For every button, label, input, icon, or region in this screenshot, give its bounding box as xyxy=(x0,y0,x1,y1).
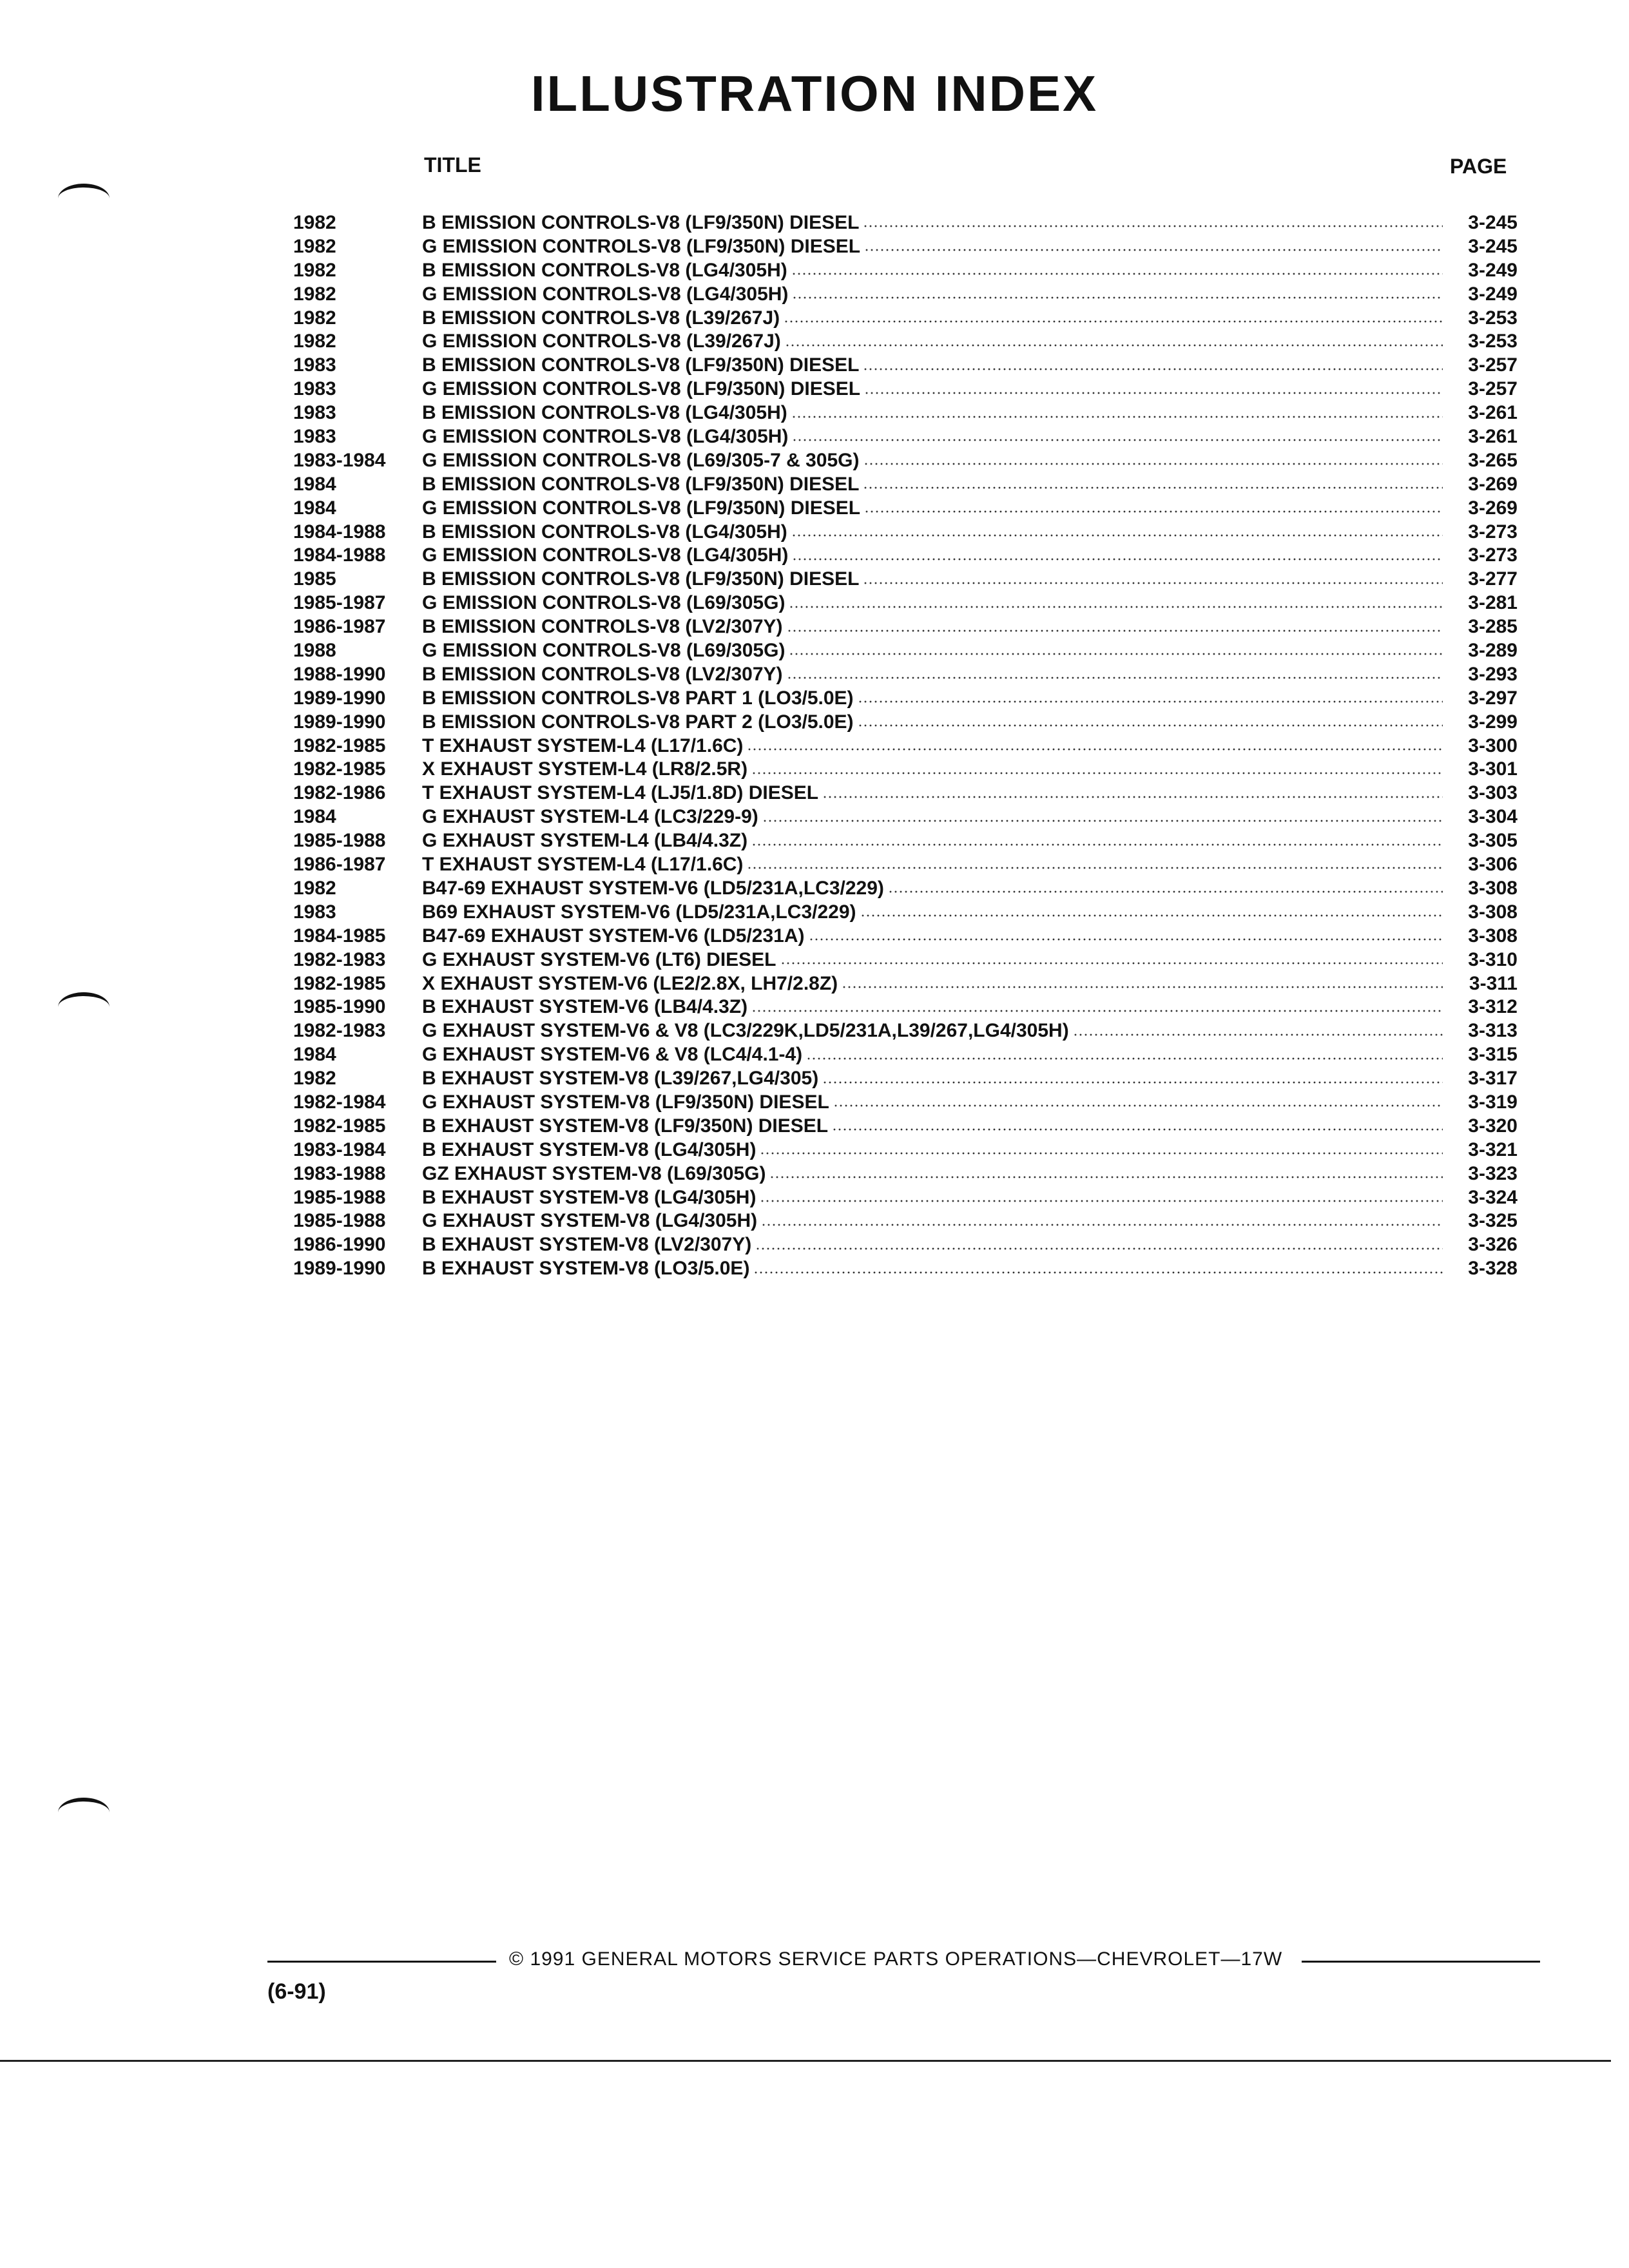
index-entry xyxy=(293,1139,1518,1162)
entry-page: 3-273 xyxy=(1468,521,1518,543)
entry-page: 3-269 xyxy=(1468,473,1518,495)
entry-title: X EXHAUST SYSTEM-V6 (LE2/2.8X, LH7/2.8Z) xyxy=(422,972,838,994)
footer-rule-left xyxy=(267,1961,496,1963)
dot-leader xyxy=(822,796,1443,798)
punch-hole-mark xyxy=(58,184,110,213)
entry-title: B EMISSION CONTROLS-V8 (LG4/305H) xyxy=(422,521,787,543)
dot-leader xyxy=(822,1081,1443,1084)
index-entry xyxy=(293,235,1518,259)
punch-hole-mark xyxy=(58,992,110,1022)
entry-title: G EMISSION CONTROLS-V8 (L39/267J) xyxy=(422,331,781,352)
entry-title: B EXHAUST SYSTEM-V6 (LB4/4.3Z) xyxy=(422,996,748,1018)
entry-title: G EXHAUST SYSTEM-V8 (LF9/350N) DIESEL xyxy=(422,1091,829,1113)
entry-title: T EXHAUST SYSTEM-L4 (L17/1.6C) xyxy=(422,854,744,876)
dot-leader xyxy=(858,700,1443,703)
entry-page: 3-257 xyxy=(1468,354,1518,376)
entry-title: B EMISSION CONTROLS-V8 PART 2 (LO3/5.0E) xyxy=(422,711,854,733)
entry-year: 1984 xyxy=(293,473,336,495)
index-entry xyxy=(293,378,1518,401)
index-entry xyxy=(293,497,1518,521)
entry-page: 3-308 xyxy=(1468,901,1518,923)
entry-title: B EXHAUST SYSTEM-V8 (LF9/350N) DIESEL xyxy=(422,1115,829,1137)
entry-title: G EXHAUST SYSTEM-V8 (LG4/305H) xyxy=(422,1210,758,1232)
dot-leader xyxy=(792,439,1443,441)
entry-title: B47-69 EXHAUST SYSTEM-V6 (LD5/231A,LC3/229) xyxy=(422,877,884,899)
dot-leader xyxy=(780,962,1443,965)
index-entry xyxy=(293,521,1518,544)
entry-title: B EXHAUST SYSTEM-V8 (LO3/5.0E) xyxy=(422,1258,750,1280)
entry-year: 1982-1985 xyxy=(293,972,386,994)
entry-page: 3-249 xyxy=(1468,259,1518,281)
index-entry xyxy=(293,1067,1518,1091)
index-entry xyxy=(293,425,1518,449)
dot-leader xyxy=(792,296,1443,299)
entry-title: T EXHAUST SYSTEM-L4 (LJ5/1.8D) DIESEL xyxy=(422,782,819,804)
entry-year: 1982-1983 xyxy=(293,948,386,970)
entry-title: B EMISSION CONTROLS-V8 (LV2/307Y) xyxy=(422,616,783,638)
entry-year: 1985-1987 xyxy=(293,592,386,614)
entry-page: 3-326 xyxy=(1468,1234,1518,1256)
entry-year: 1985 xyxy=(293,568,336,590)
entry-title: X EXHAUST SYSTEM-L4 (LR8/2.5R) xyxy=(422,758,748,780)
dot-leader xyxy=(760,1152,1443,1155)
index-entry xyxy=(293,473,1518,497)
entry-page: 3-245 xyxy=(1468,212,1518,233)
entry-page: 3-245 xyxy=(1468,235,1518,257)
entry-page: 3-301 xyxy=(1468,758,1518,780)
dot-leader xyxy=(789,653,1443,655)
entry-page: 3-305 xyxy=(1468,830,1518,852)
index-entry xyxy=(293,782,1518,805)
dot-leader xyxy=(863,368,1443,370)
entry-title: G EMISSION CONTROLS-V8 (L69/305G) xyxy=(422,640,786,662)
dot-leader xyxy=(785,344,1443,347)
dot-leader xyxy=(1073,1033,1443,1036)
entry-title: G EMISSION CONTROLS-V8 (L69/305-7 & 305G) xyxy=(422,449,860,471)
entry-year: 1984 xyxy=(293,806,336,828)
index-entry xyxy=(293,1186,1518,1210)
entry-year: 1985-1990 xyxy=(293,996,386,1018)
entry-page: 3-249 xyxy=(1468,283,1518,305)
entry-title: B69 EXHAUST SYSTEM-V6 (LD5/231A,LC3/229) xyxy=(422,901,856,923)
index-entry xyxy=(293,948,1518,972)
entry-title: G EMISSION CONTROLS-V8 (LF9/350N) DIESEL xyxy=(422,497,861,519)
entry-page: 3-269 xyxy=(1468,497,1518,519)
dot-leader xyxy=(787,629,1443,632)
entry-page: 3-293 xyxy=(1468,663,1518,685)
entry-title: G EMISSION CONTROLS-V8 (LF9/350N) DIESEL xyxy=(422,235,861,257)
entry-year: 1984-1988 xyxy=(293,521,386,543)
entry-page: 3-277 xyxy=(1468,568,1518,590)
entry-year: 1988 xyxy=(293,640,336,662)
dot-leader xyxy=(806,1057,1443,1060)
dot-leader xyxy=(864,249,1443,251)
footer-rule-right xyxy=(1302,1961,1540,1963)
entry-title: B EMISSION CONTROLS-V8 (LF9/350N) DIESEL xyxy=(422,354,860,376)
entry-year: 1982-1983 xyxy=(293,1020,386,1042)
entry-year: 1983-1984 xyxy=(293,1139,386,1160)
entry-year: 1982 xyxy=(293,212,336,233)
index-entry xyxy=(293,925,1518,948)
footer-copyright: © 1991 GENERAL MOTORS SERVICE PARTS OPERATIONS—CHEVROLET—17W xyxy=(509,1948,1283,1970)
entry-page: 3-285 xyxy=(1468,616,1518,638)
entry-page: 3-261 xyxy=(1468,426,1518,448)
dot-leader xyxy=(761,1224,1443,1226)
index-entry xyxy=(293,1233,1518,1257)
column-header-page: PAGE xyxy=(1450,155,1507,178)
dot-leader xyxy=(791,273,1443,275)
entry-year: 1982-1985 xyxy=(293,758,386,780)
index-entry xyxy=(293,1091,1518,1115)
entry-title: B EMISSION CONTROLS-V8 (LF9/350N) DIESEL xyxy=(422,473,860,495)
index-entry xyxy=(293,972,1518,996)
entry-title: GZ EXHAUST SYSTEM-V8 (L69/305G) xyxy=(422,1162,766,1184)
entry-page: 3-253 xyxy=(1468,307,1518,329)
entry-title: B47-69 EXHAUST SYSTEM-V6 (LD5/231A) xyxy=(422,925,805,947)
dot-leader xyxy=(755,1247,1443,1250)
index-entry xyxy=(293,877,1518,901)
entry-page: 3-289 xyxy=(1468,640,1518,662)
index-entry xyxy=(293,663,1518,687)
dot-leader xyxy=(791,416,1443,418)
entry-year: 1982 xyxy=(293,235,336,257)
index-entry xyxy=(293,758,1518,782)
entry-page: 3-265 xyxy=(1468,449,1518,471)
index-entry xyxy=(293,283,1518,307)
dot-leader xyxy=(864,510,1443,513)
index-entry xyxy=(293,901,1518,925)
entry-year: 1983-1988 xyxy=(293,1162,386,1184)
dot-leader xyxy=(809,938,1443,941)
entry-year: 1984 xyxy=(293,497,336,519)
entry-year: 1983 xyxy=(293,354,336,376)
dot-leader xyxy=(787,677,1443,679)
entry-title: G EMISSION CONTROLS-V8 (LG4/305H) xyxy=(422,426,789,448)
index-entry xyxy=(293,401,1518,425)
dot-leader xyxy=(751,772,1443,774)
index-entry xyxy=(293,1162,1518,1186)
index-entry xyxy=(293,259,1518,283)
entry-year: 1982 xyxy=(293,283,336,305)
index-entry xyxy=(293,1115,1518,1139)
page-title: ILLUSTRATION INDEX xyxy=(530,65,1099,122)
index-entry xyxy=(293,735,1518,758)
entry-title: B EXHAUST SYSTEM-V8 (LG4/305H) xyxy=(422,1139,757,1160)
entry-page: 3-273 xyxy=(1468,544,1518,566)
entry-year: 1982 xyxy=(293,1068,336,1090)
index-entry xyxy=(293,995,1518,1019)
entry-page: 3-325 xyxy=(1468,1210,1518,1232)
index-entry xyxy=(293,449,1518,473)
index-entry xyxy=(293,615,1518,639)
entry-page: 3-324 xyxy=(1468,1186,1518,1208)
entry-page: 3-315 xyxy=(1468,1044,1518,1066)
index-entry xyxy=(293,1257,1518,1281)
entry-title: B EMISSION CONTROLS-V8 (LG4/305H) xyxy=(422,259,787,281)
dot-leader xyxy=(863,486,1443,489)
dot-leader xyxy=(860,914,1443,917)
entry-title: G EMISSION CONTROLS-V8 (LF9/350N) DIESEL xyxy=(422,378,861,400)
index-entry xyxy=(293,687,1518,711)
entry-year: 1986-1990 xyxy=(293,1234,386,1256)
index-entry xyxy=(293,711,1518,735)
entry-year: 1986-1987 xyxy=(293,616,386,638)
entry-page: 3-261 xyxy=(1468,402,1518,424)
dot-leader xyxy=(863,582,1443,584)
entry-year: 1982-1985 xyxy=(293,735,386,756)
entry-page: 3-297 xyxy=(1468,687,1518,709)
entry-year: 1985-1988 xyxy=(293,1210,386,1232)
dot-leader xyxy=(762,820,1443,822)
entry-year: 1985-1988 xyxy=(293,1186,386,1208)
dot-leader xyxy=(833,1104,1443,1107)
entry-title: B EXHAUST SYSTEM-V8 (LG4/305H) xyxy=(422,1186,757,1208)
entry-page: 3-311 xyxy=(1469,972,1518,994)
index-entry xyxy=(293,805,1518,829)
entry-title: G EXHAUST SYSTEM-L4 (LB4/4.3Z) xyxy=(422,830,748,852)
dot-leader xyxy=(760,1200,1443,1202)
index-list xyxy=(293,211,1518,1281)
entry-title: G EMISSION CONTROLS-V8 (LG4/305H) xyxy=(422,283,789,305)
entry-year: 1989-1990 xyxy=(293,687,386,709)
entry-title: G EMISSION CONTROLS-V8 (LG4/305H) xyxy=(422,544,789,566)
entry-year: 1983 xyxy=(293,378,336,400)
entry-page: 3-304 xyxy=(1468,806,1518,828)
entry-title: B EXHAUST SYSTEM-V8 (LV2/307Y) xyxy=(422,1234,752,1256)
dot-leader xyxy=(792,558,1443,561)
entry-year: 1986-1987 xyxy=(293,854,386,876)
entry-year: 1983 xyxy=(293,402,336,424)
entry-year: 1982-1986 xyxy=(293,782,386,804)
entry-year: 1983 xyxy=(293,426,336,448)
dot-leader xyxy=(751,843,1443,846)
entry-title: G EXHAUST SYSTEM-V6 (LT6) DIESEL xyxy=(422,948,776,970)
entry-page: 3-320 xyxy=(1468,1115,1518,1137)
entry-title: B EMISSION CONTROLS-V8 (LF9/350N) DIESEL xyxy=(422,568,860,590)
punch-hole-mark xyxy=(58,1798,110,1827)
index-entry xyxy=(293,354,1518,378)
entry-year: 1989-1990 xyxy=(293,1258,386,1280)
entry-title: B EMISSION CONTROLS-V8 (LV2/307Y) xyxy=(422,663,783,685)
entry-year: 1982 xyxy=(293,307,336,329)
index-entry xyxy=(293,330,1518,354)
dot-leader xyxy=(784,320,1443,323)
dot-leader xyxy=(888,890,1443,893)
entry-page: 3-253 xyxy=(1468,331,1518,352)
entry-page: 3-319 xyxy=(1468,1091,1518,1113)
entry-title: G EMISSION CONTROLS-V8 (L69/305G) xyxy=(422,592,786,614)
entry-year: 1982 xyxy=(293,331,336,352)
index-entry xyxy=(293,853,1518,877)
dot-leader xyxy=(863,225,1443,227)
bottom-rule xyxy=(0,2060,1611,2062)
dot-leader xyxy=(832,1128,1443,1131)
entry-year: 1983-1984 xyxy=(293,449,386,471)
entry-title: B EMISSION CONTROLS-V8 (L39/267J) xyxy=(422,307,780,329)
entry-page: 3-312 xyxy=(1468,996,1518,1018)
entry-page: 3-299 xyxy=(1468,711,1518,733)
entry-title: T EXHAUST SYSTEM-L4 (L17/1.6C) xyxy=(422,735,744,756)
entry-year: 1984 xyxy=(293,1044,336,1066)
entry-year: 1982-1985 xyxy=(293,1115,386,1137)
footer-revision-code: (6-91) xyxy=(267,1979,326,2004)
entry-year: 1989-1990 xyxy=(293,711,386,733)
entry-page: 3-308 xyxy=(1468,925,1518,947)
dot-leader xyxy=(842,986,1443,988)
index-entry xyxy=(293,639,1518,663)
index-entry xyxy=(293,1019,1518,1043)
entry-page: 3-257 xyxy=(1468,378,1518,400)
entry-title: G EXHAUST SYSTEM-V6 & V8 (LC3/229K,LD5/231A,L39/267,LG4/305H) xyxy=(422,1020,1069,1042)
entry-year: 1983 xyxy=(293,901,336,923)
entry-page: 3-328 xyxy=(1468,1258,1518,1280)
entry-page: 3-303 xyxy=(1468,782,1518,804)
entry-title: B EXHAUST SYSTEM-V8 (L39/267,LG4/305) xyxy=(422,1068,819,1090)
index-entry xyxy=(293,307,1518,331)
entry-page: 3-300 xyxy=(1468,735,1518,756)
dot-leader xyxy=(864,392,1443,394)
index-entry xyxy=(293,829,1518,853)
entry-title: B EMISSION CONTROLS-V8 (LG4/305H) xyxy=(422,402,787,424)
dot-leader xyxy=(789,606,1443,608)
entry-page: 3-317 xyxy=(1468,1068,1518,1090)
entry-page: 3-321 xyxy=(1468,1139,1518,1160)
entry-year: 1984-1985 xyxy=(293,925,386,947)
index-entry xyxy=(293,1043,1518,1067)
entry-page: 3-308 xyxy=(1468,877,1518,899)
entry-year: 1982-1984 xyxy=(293,1091,386,1113)
entry-title: B EMISSION CONTROLS-V8 (LF9/350N) DIESEL xyxy=(422,212,860,233)
entry-page: 3-306 xyxy=(1468,854,1518,876)
dot-leader xyxy=(858,724,1443,727)
entry-title: B EMISSION CONTROLS-V8 PART 1 (LO3/5.0E) xyxy=(422,687,854,709)
entry-page: 3-281 xyxy=(1468,592,1518,614)
dot-leader xyxy=(747,748,1443,751)
index-entry xyxy=(293,1209,1518,1233)
dot-leader xyxy=(751,1010,1443,1012)
entry-title: G EXHAUST SYSTEM-V6 & V8 (LC4/4.1-4) xyxy=(422,1044,803,1066)
dot-leader xyxy=(769,1176,1443,1178)
entry-year: 1985-1988 xyxy=(293,830,386,852)
index-entry xyxy=(293,591,1518,615)
entry-year: 1988-1990 xyxy=(293,663,386,685)
entry-page: 3-310 xyxy=(1468,948,1518,970)
dot-leader xyxy=(791,534,1443,537)
entry-page: 3-313 xyxy=(1468,1020,1518,1042)
entry-title: G EXHAUST SYSTEM-L4 (LC3/229-9) xyxy=(422,806,758,828)
entry-year: 1982 xyxy=(293,877,336,899)
dot-leader xyxy=(747,867,1443,869)
entry-year: 1984-1988 xyxy=(293,544,386,566)
column-header-title: TITLE xyxy=(424,153,481,177)
entry-page: 3-323 xyxy=(1468,1162,1518,1184)
index-entry xyxy=(293,568,1518,591)
dot-leader xyxy=(753,1271,1443,1274)
index-entry xyxy=(293,544,1518,568)
entry-year: 1982 xyxy=(293,259,336,281)
index-entry xyxy=(293,211,1518,235)
dot-leader xyxy=(863,463,1443,465)
